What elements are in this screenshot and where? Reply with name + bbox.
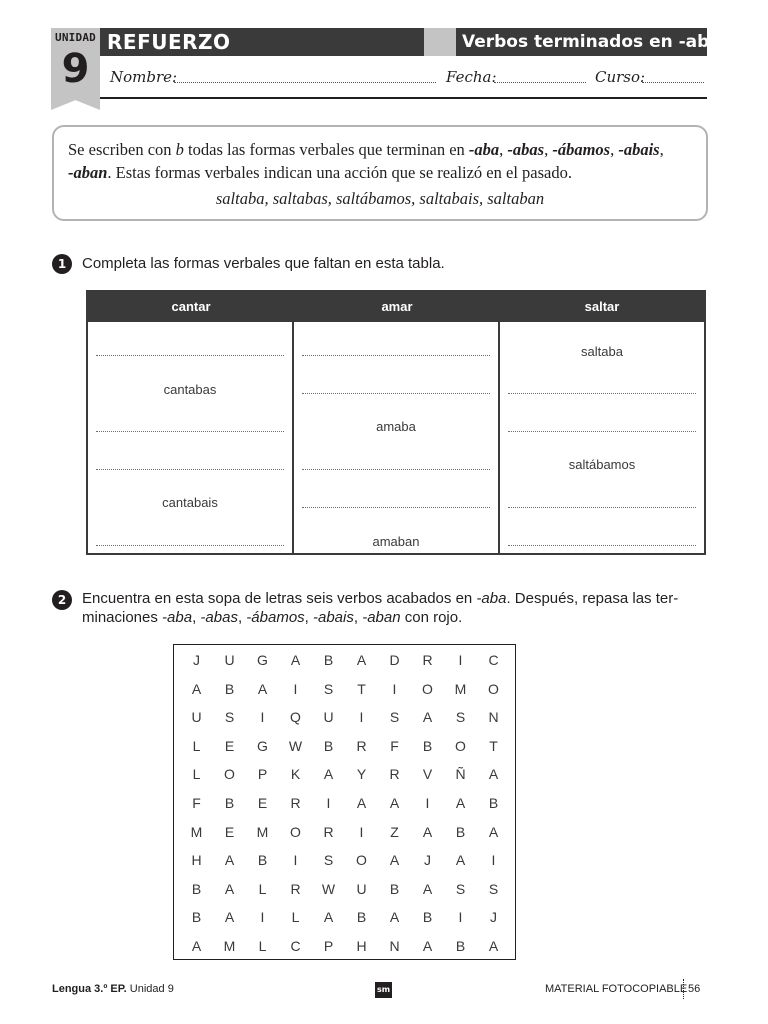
page-topic: Verbos terminados en -aba [462, 32, 721, 52]
publisher-logo: sm [375, 982, 392, 998]
date-label: Fecha: [446, 68, 497, 86]
grid-letter[interactable]: K [290, 766, 301, 783]
grid-letter[interactable]: F [390, 737, 399, 754]
grid-letter[interactable]: I [359, 823, 364, 840]
grid-letter[interactable]: B [224, 680, 235, 697]
grid-letter[interactable]: Y [356, 766, 367, 783]
grid-letter[interactable]: Z [390, 823, 399, 840]
grid-letter[interactable]: A [224, 852, 235, 869]
answer-line-amar-2[interactable] [302, 393, 490, 394]
grid-letter[interactable]: Ñ [455, 766, 466, 783]
grid-letter[interactable]: B [323, 737, 334, 754]
grid-letter[interactable]: I [260, 709, 265, 726]
grid-letter[interactable]: T [489, 737, 498, 754]
name-label: Nombre: [110, 68, 178, 86]
grid-letter[interactable]: N [488, 709, 499, 726]
grid-letter[interactable]: P [257, 766, 268, 783]
grid-letter[interactable]: W [288, 737, 303, 754]
answer-line-cantar-4[interactable] [96, 469, 284, 470]
given-verb: saltaba [581, 344, 623, 359]
grid-letter[interactable]: A [290, 652, 301, 668]
date-field[interactable] [494, 82, 586, 83]
rule-line-1: Se escriben con b todas las formas verbales que terminan en -aba, -abas, -ábamos, -abais, [68, 140, 664, 159]
grid-letter[interactable]: B [455, 823, 466, 840]
grid-letter[interactable]: W [321, 880, 336, 897]
grid-letter[interactable]: I [425, 795, 430, 811]
name-field[interactable] [174, 82, 436, 83]
exercise-2-instruction-line-1: Encuentra en esta sopa de letras seis verbos acabados en -aba. Después, repasa las ter- [82, 590, 679, 607]
grid-letter[interactable]: U [356, 880, 367, 897]
grid-letter[interactable]: L [291, 909, 300, 926]
unit-label: UNIDAD [55, 31, 96, 44]
grid-letter[interactable]: V [422, 766, 433, 783]
grid-letter[interactable]: A [488, 823, 499, 840]
grid-letter[interactable]: I [491, 852, 496, 869]
grid-letter[interactable]: F [192, 795, 201, 811]
grid-letter[interactable]: L [192, 766, 201, 783]
verb-table-header [88, 292, 704, 322]
footer-separator [683, 979, 684, 999]
page-number: 56 [688, 983, 701, 995]
grid-letter[interactable]: I [392, 680, 397, 697]
grid-letter[interactable]: C [290, 938, 301, 954]
grid-letter[interactable]: A [257, 680, 268, 697]
grid-letter[interactable]: A [191, 680, 202, 697]
grid-letter[interactable]: A [389, 795, 400, 811]
answer-line-saltar-6[interactable] [508, 545, 696, 546]
grid-letter[interactable]: O [488, 680, 499, 697]
grid-letter[interactable]: T [357, 680, 366, 697]
column-divider [292, 322, 294, 553]
grid-letter[interactable]: J [490, 909, 497, 926]
answer-line-cantar-3[interactable] [96, 431, 284, 432]
grid-letter[interactable]: S [488, 880, 499, 897]
answer-line-saltar-2[interactable] [508, 393, 696, 394]
grid-letter[interactable]: A [389, 852, 400, 869]
grid-letter[interactable]: A [422, 823, 433, 840]
grid-letter[interactable]: B [323, 652, 334, 668]
grid-letter[interactable]: H [191, 852, 202, 869]
course-field[interactable] [642, 82, 704, 83]
given-verb: amaba [376, 419, 416, 434]
grid-letter[interactable]: A [224, 880, 235, 897]
grid-letter[interactable]: J [193, 652, 200, 668]
answer-line-amar-1[interactable] [302, 355, 490, 356]
word-search-grid[interactable] [173, 644, 516, 960]
exercise-1-instruction: Completa las formas verbales que faltan en esta tabla. [82, 255, 445, 272]
grid-letter[interactable]: N [389, 938, 400, 954]
verb-table [86, 290, 706, 555]
footer-material: MATERIAL FOTOCOPIABLE [545, 983, 688, 995]
exercise-2-instruction-line-2: minaciones -aba, -abas, -ábamos, -abais, -aban con rojo. [82, 609, 463, 626]
grid-letter[interactable]: S [323, 852, 334, 869]
grid-letter[interactable]: G [257, 737, 268, 754]
grid-letter[interactable]: O [224, 766, 235, 783]
grid-letter[interactable]: J [424, 852, 431, 869]
grid-letter[interactable]: A [191, 938, 202, 954]
grid-letter[interactable]: B [224, 795, 235, 811]
grid-letter[interactable]: D [389, 652, 400, 668]
grid-letter[interactable]: R [422, 652, 433, 668]
grid-letter[interactable]: B [191, 880, 202, 897]
grid-letter[interactable]: L [192, 737, 201, 754]
grid-letter[interactable]: B [356, 909, 367, 926]
grid-letter[interactable]: A [455, 795, 466, 811]
column-header-amar: amar [381, 299, 413, 314]
grid-letter[interactable]: I [260, 909, 265, 926]
grid-letter[interactable]: R [290, 795, 301, 811]
grid-letter[interactable]: R [290, 880, 301, 897]
grid-letter[interactable]: B [455, 938, 466, 954]
grid-letter[interactable]: A [356, 652, 367, 668]
grid-letter[interactable]: U [323, 709, 334, 726]
grid-letter[interactable]: Q [290, 709, 301, 726]
grid-letter[interactable]: R [389, 766, 400, 783]
grid-letter[interactable]: A [488, 938, 499, 954]
answer-line-saltar-5[interactable] [508, 507, 696, 508]
grid-letter[interactable]: U [191, 709, 202, 726]
grid-letter[interactable]: S [224, 709, 235, 726]
unit-number: 9 [61, 46, 90, 92]
grid-letter[interactable]: I [326, 795, 331, 811]
grid-letter[interactable]: O [356, 852, 367, 869]
grid-letter[interactable]: M [190, 823, 203, 840]
grid-letter[interactable]: S [455, 709, 466, 726]
grid-letter[interactable]: B [488, 795, 499, 811]
grid-letter[interactable]: S [389, 709, 400, 726]
answer-line-amar-5[interactable] [302, 507, 490, 508]
given-verb: amaban [372, 534, 420, 549]
grid-letter[interactable]: A [323, 909, 334, 926]
grid-letter[interactable]: O [422, 680, 433, 697]
grid-letter[interactable]: A [323, 766, 334, 783]
grid-letter[interactable]: B [422, 909, 433, 926]
grid-letter[interactable]: P [323, 938, 334, 954]
exercise-1-number: 1 [52, 254, 72, 274]
grid-letter[interactable]: I [458, 909, 463, 926]
grid-letter[interactable]: L [258, 938, 267, 954]
answer-line-cantar-1[interactable] [96, 355, 284, 356]
grid-letter[interactable]: O [455, 737, 466, 754]
grid-letter[interactable]: B [422, 737, 433, 754]
student-fields [110, 64, 707, 94]
rule-line-2: -aban. Estas formas verbales indican una acción que se realizó en el pasado. [68, 163, 572, 182]
grid-letter[interactable]: A [422, 709, 433, 726]
answer-line-amar-4[interactable] [302, 469, 490, 470]
given-verb: cantabas [163, 382, 217, 397]
grid-letter[interactable]: C [488, 652, 499, 668]
grid-letter[interactable]: M [256, 823, 269, 840]
grid-letter[interactable]: A [455, 852, 466, 869]
given-verb: cantabais [162, 495, 218, 510]
grid-letter[interactable]: I [359, 709, 364, 726]
column-header-cantar: cantar [171, 299, 211, 314]
grid-letter[interactable]: E [257, 795, 268, 811]
answer-line-saltar-3[interactable] [508, 431, 696, 432]
grid-letter[interactable]: B [191, 909, 202, 926]
grid-letter[interactable]: I [293, 852, 298, 869]
grid-letter[interactable]: A [422, 880, 433, 897]
grid-letter[interactable]: A [389, 909, 400, 926]
grid-letter[interactable]: S [323, 680, 334, 697]
grid-letter[interactable]: I [458, 652, 463, 668]
grid-letter[interactable]: A [488, 766, 499, 783]
grid-letter[interactable]: M [223, 938, 236, 954]
column-header-saltar: saltar [584, 299, 620, 314]
grid-letter[interactable]: A [422, 938, 433, 954]
grid-letter[interactable]: E [224, 823, 235, 840]
footer-subject: Lengua 3.º EP. Unidad 9 [52, 983, 174, 995]
grid-letter[interactable]: U [224, 652, 235, 668]
grid-letter[interactable]: R [323, 823, 334, 840]
grid-letter[interactable]: E [224, 737, 235, 754]
grid-letter[interactable]: R [356, 737, 367, 754]
answer-line-cantar-6[interactable] [96, 545, 284, 546]
rule-examples: saltaba, saltabas, saltábamos, saltabais, saltaban [215, 189, 545, 208]
grid-letter[interactable]: S [455, 880, 466, 897]
grid-letter[interactable]: H [356, 938, 367, 954]
grid-letter[interactable]: B [389, 880, 400, 897]
grid-letter[interactable]: M [454, 680, 467, 697]
exercise-2-number: 2 [52, 590, 72, 610]
grid-letter[interactable]: L [258, 880, 267, 897]
grid-letter[interactable]: A [224, 909, 235, 926]
grid-letter[interactable]: I [293, 680, 298, 697]
grid-letter[interactable]: O [290, 823, 301, 840]
grid-letter[interactable]: G [257, 652, 268, 668]
given-verb: saltábamos [568, 457, 636, 472]
grid-letter[interactable]: B [257, 852, 268, 869]
header-underline [100, 97, 707, 99]
grid-letter[interactable]: A [356, 795, 367, 811]
page-title: REFUERZO [107, 30, 231, 54]
course-label: Curso: [595, 68, 646, 86]
rule-box [52, 125, 708, 221]
header-gap [424, 28, 456, 56]
